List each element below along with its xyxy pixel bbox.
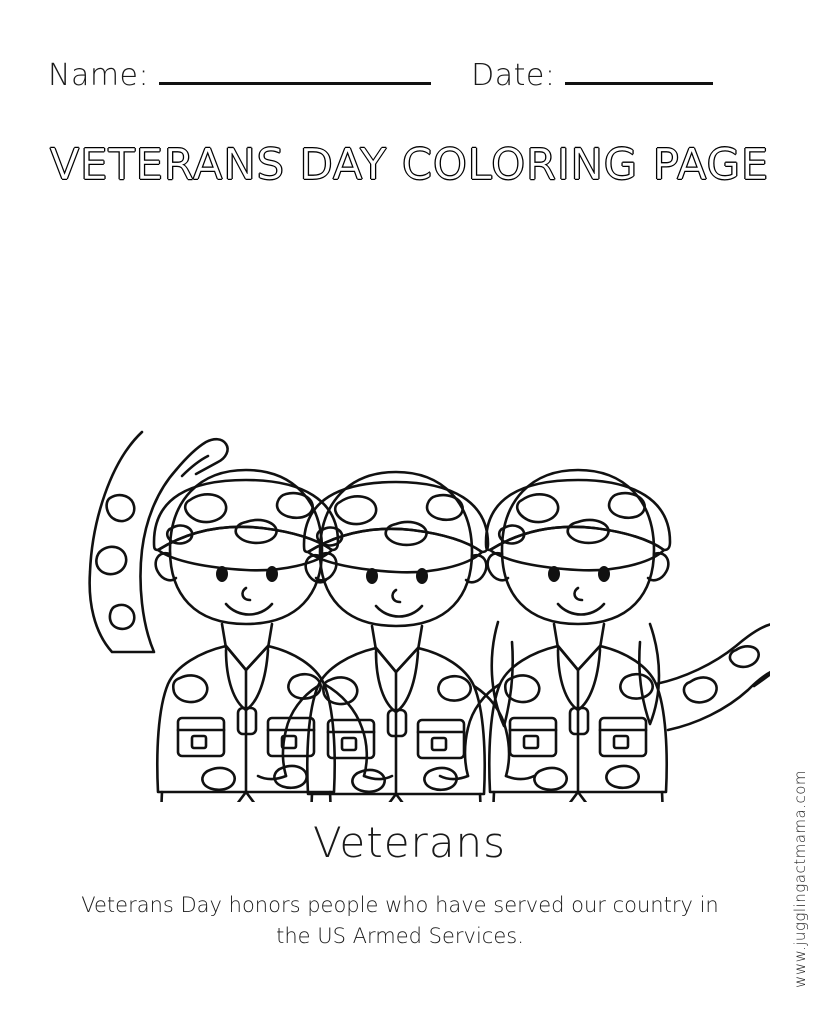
name-label: Name: — [48, 58, 150, 93]
soldier-right — [440, 470, 770, 802]
name-date-row — [48, 58, 771, 93]
soldier-center — [258, 472, 534, 802]
description-text: Veterans Day honors people who have served our country in the US Armed Services. — [81, 893, 719, 948]
page-title: VETERANS DAY COLORING PAGE — [49, 140, 770, 190]
date-label: Date: — [471, 58, 556, 93]
soldiers-illustration — [50, 232, 770, 802]
date-write-line[interactable] — [565, 81, 713, 85]
site-watermark: www.jugglingactmama.com — [791, 770, 809, 988]
name-write-line[interactable] — [159, 81, 431, 85]
caption-word: Veterans — [312, 818, 507, 867]
